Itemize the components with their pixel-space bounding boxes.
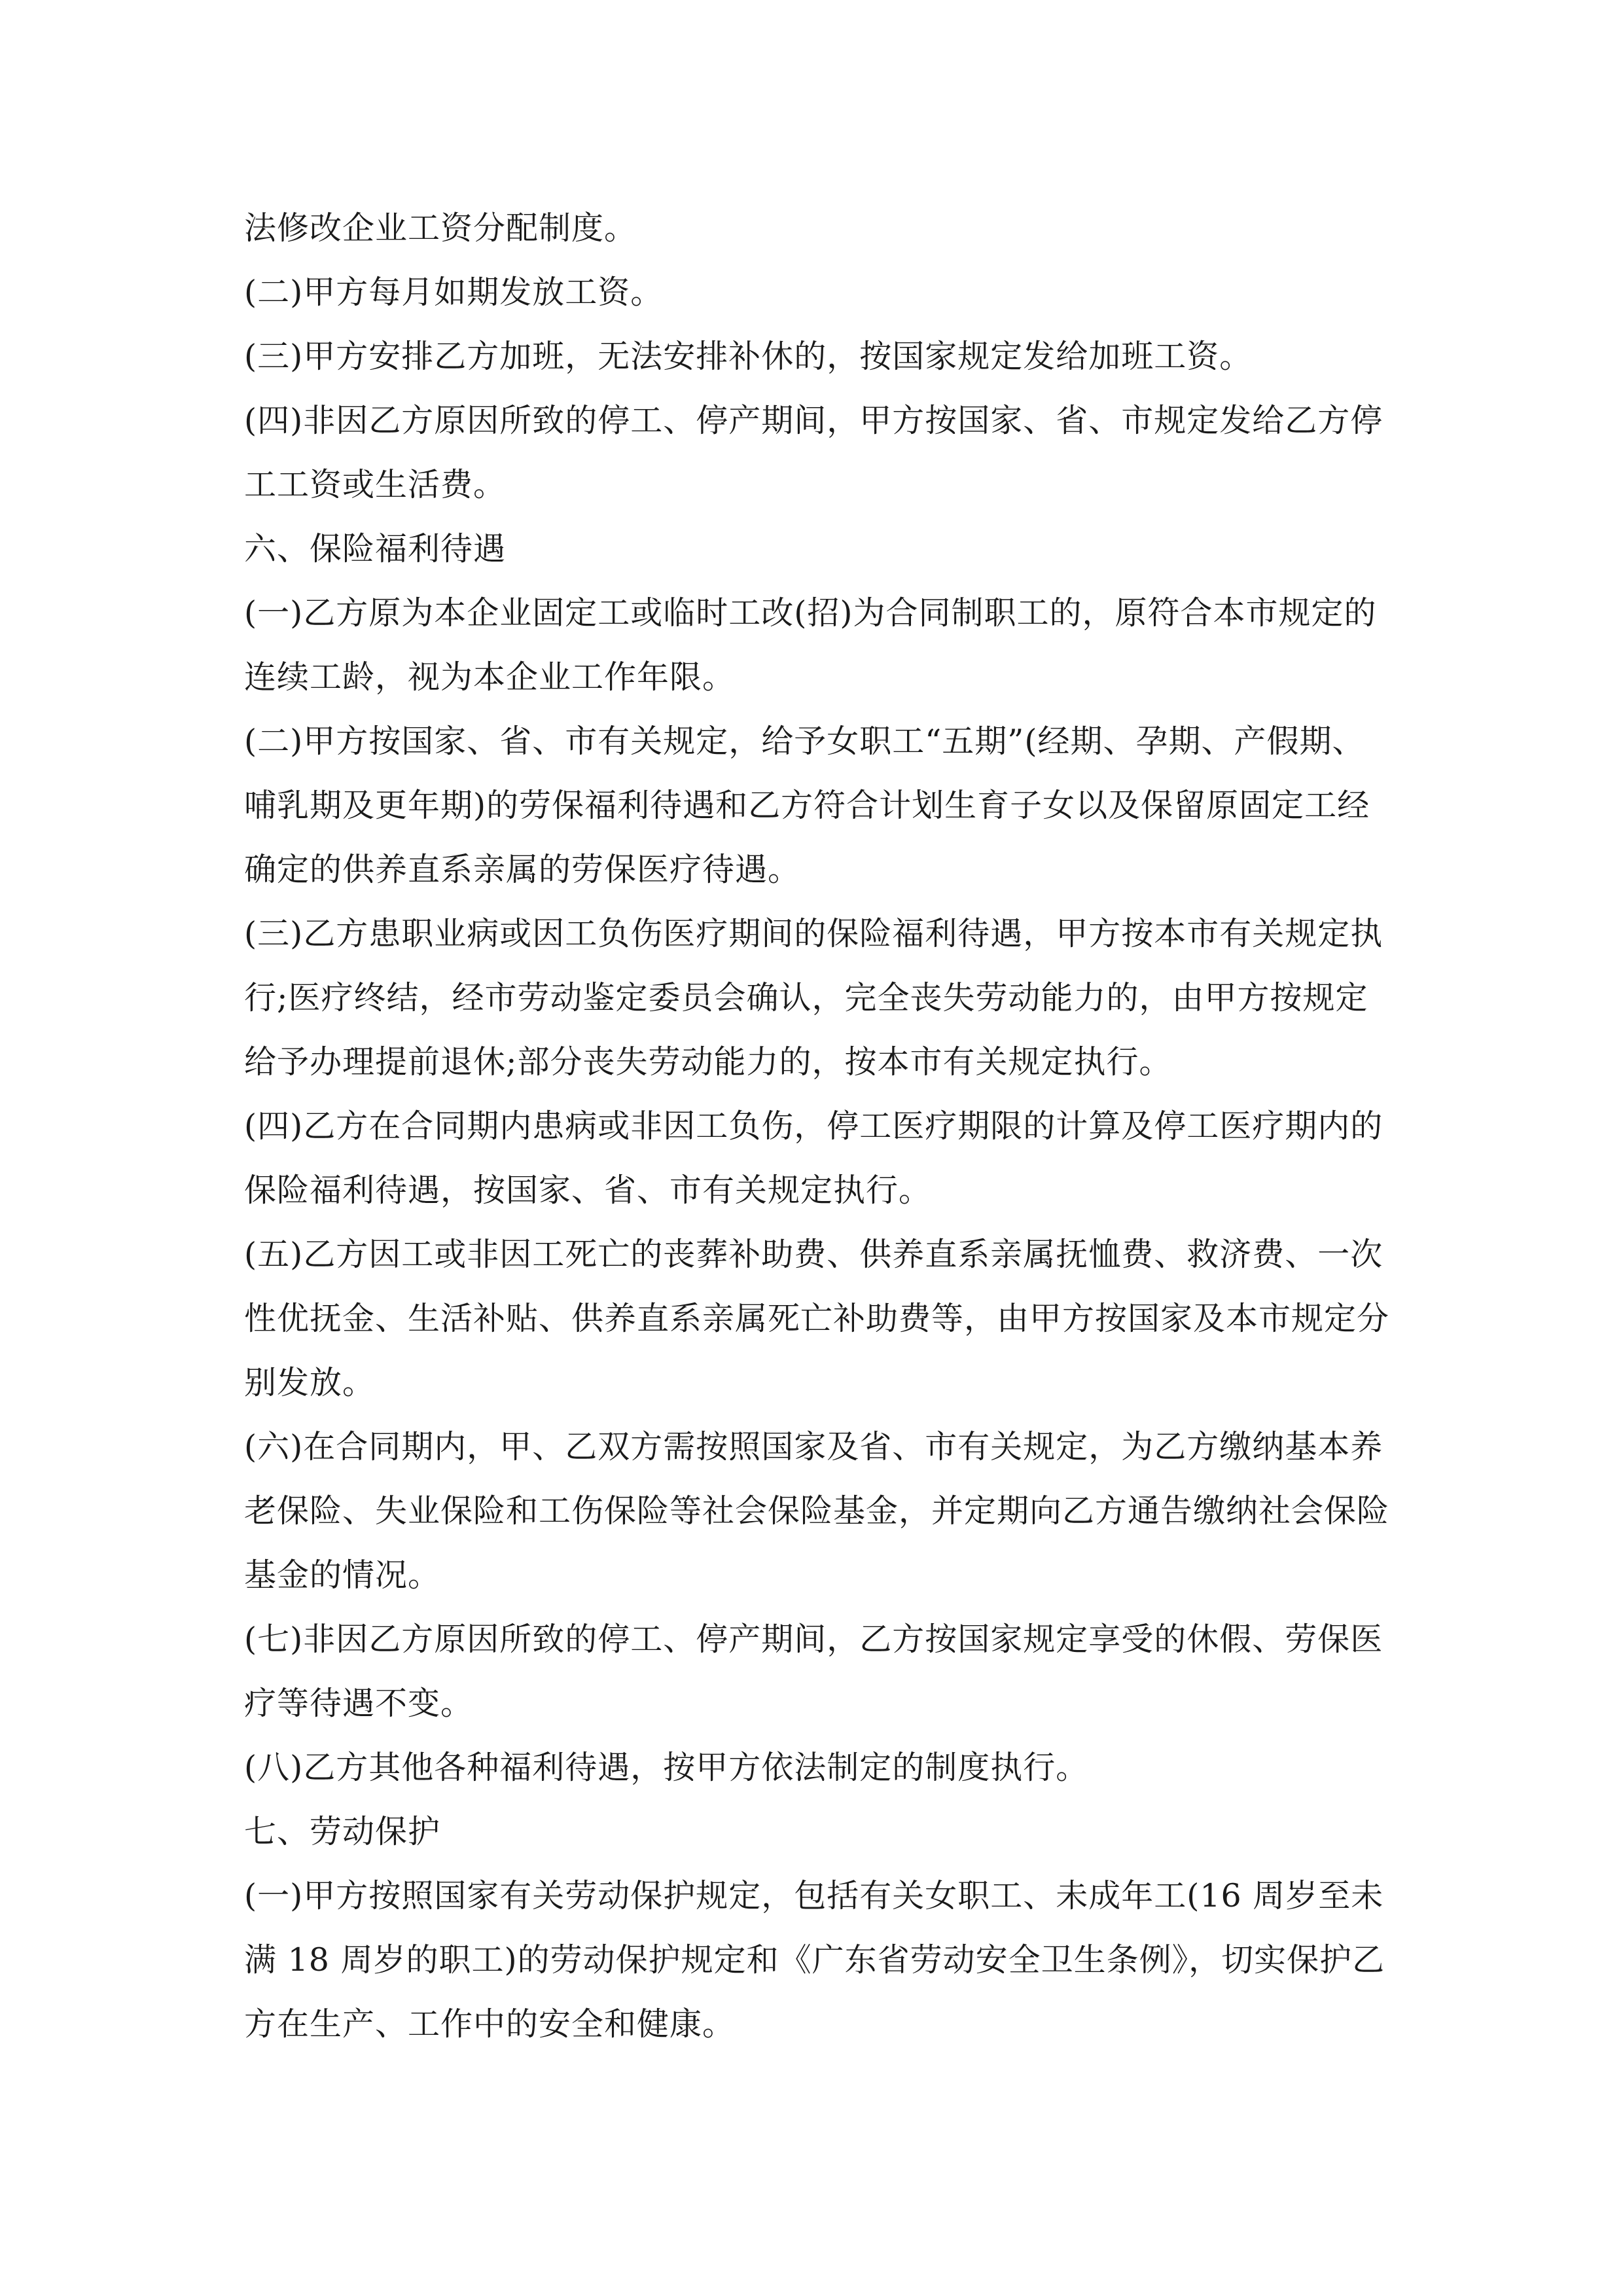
text-line: 哺乳期及更年期)的劳保福利待遇和乙方符合计划生育子女以及保留原固定工经 bbox=[244, 787, 1370, 824]
text-line: 满 18 周岁的职工)的劳动保护规定和《广东省劳动安全卫生条例》，切实保护乙 bbox=[244, 1941, 1385, 1979]
text-line: 基金的情况。 bbox=[244, 1556, 441, 1594]
text-line: (三)甲方安排乙方加班，无法安排补休的，按国家规定发给加班工资。 bbox=[244, 338, 1253, 375]
text-line: (四)乙方在合同期内患病或非因工负伤，停工医疗期限的计算及停工医疗期内的 bbox=[244, 1107, 1383, 1145]
text-line: 行;医疗终结，经市劳动鉴定委员会确认，完全丧失劳动能力的，由甲方按规定 bbox=[244, 979, 1368, 1016]
text-line: 性优抚金、生活补贴、供养直系亲属死亡补助费等，由甲方按国家及本市规定分 bbox=[244, 1300, 1390, 1337]
text-line: 保险福利待遇，按国家、省、市有关规定执行。 bbox=[244, 1172, 932, 1209]
text-line: 法修改企业工资分配制度。 bbox=[244, 209, 637, 247]
section-heading: 六、保险福利待遇 bbox=[244, 530, 507, 567]
body-text bbox=[244, 196, 1396, 2056]
text-line: 工工资或生活费。 bbox=[244, 466, 507, 503]
text-line: (一)甲方按照国家有关劳动保护规定，包括有关女职工、未成年工(16 周岁至未 bbox=[244, 1877, 1384, 1914]
text-line: (一)乙方原为本企业固定工或临时工改(招)为合同制职工的，原符合本市规定的 bbox=[244, 594, 1377, 632]
text-line: 给予办理提前退休;部分丧失劳动能力的，按本市有关规定执行。 bbox=[244, 1043, 1172, 1081]
text-line: 疗等待遇不变。 bbox=[244, 1685, 474, 1722]
text-line: (八)乙方其他各种福利待遇，按甲方依法制定的制度执行。 bbox=[244, 1749, 1089, 1786]
text-line: (六)在合同期内，甲、乙双方需按照国家及省、市有关规定，为乙方缴纳基本养 bbox=[244, 1428, 1383, 1465]
text-line: (四)非因乙方原因所致的停工、停产期间，甲方按国家、省、市规定发给乙方停 bbox=[244, 402, 1383, 439]
text-line: 别发放。 bbox=[244, 1364, 376, 1401]
text-line: (三)乙方患职业病或因工负伤医疗期间的保险福利待遇，甲方按本市有关规定执 bbox=[244, 915, 1383, 952]
text-line: 老保险、失业保险和工伤保险等社会保险基金，并定期向乙方通告缴纳社会保险 bbox=[244, 1492, 1390, 1530]
text-line: 方在生产、工作中的安全和健康。 bbox=[244, 2005, 736, 2043]
text-line: (五)乙方因工或非因工死亡的丧葬补助费、供养直系亲属抚恤费、救济费、一次 bbox=[244, 1236, 1383, 1273]
text-line: 确定的供养直系亲属的劳保医疗待遇。 bbox=[244, 851, 801, 888]
text-line: (二)甲方按国家、省、市有关规定，给予女职工“五期”(经期、孕期、产假期、 bbox=[244, 723, 1365, 760]
text-line: (七)非因乙方原因所致的停工、停产期间，乙方按国家规定享受的休假、劳保医 bbox=[244, 1621, 1383, 1658]
text-line: 连续工龄，视为本企业工作年限。 bbox=[244, 658, 736, 696]
section-heading: 七、劳动保护 bbox=[244, 1813, 441, 1850]
text-line: (二)甲方每月如期发放工资。 bbox=[244, 274, 664, 311]
